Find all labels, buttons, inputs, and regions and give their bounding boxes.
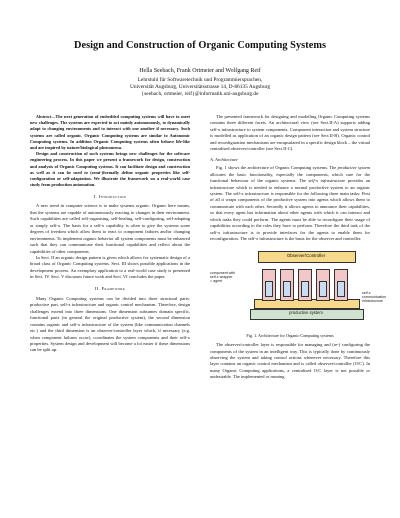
component-core-1 [265, 281, 273, 297]
abstract [30, 114, 190, 151]
section-1-heading: I. Introduction [93, 193, 127, 199]
author-block [40, 68, 360, 98]
observer-controller-label: Observer/Controller [286, 252, 326, 258]
paper-title: Design and Construction of Organic Computing Systems [73, 40, 327, 51]
intro-paragraph-1: A new trend in computer science is to make systems organic. Organic here means, that the systems are capable of autonomously reacting to changes in their environment. Such capabilities are called self-organising, self-healing, self-configuring, self-adapting or simply self-x. The basis for a self-x capability is often to give the systems some degrees of freedom which allow them to react to component failures and/or changing environments. To implement organic behavior all system components must be enhanced such that they can communicate their functional capabilities and reflect about the capabilities of other components. [30, 203, 190, 254]
figure-1-architecture [210, 247, 387, 331]
left-column [30, 114, 190, 354]
framework-paragraph-1: Many Organic Computing systems can be divided into three structural parts: productive part, self-x infrastructure and organic control mechanism. Therefore, design challenges extend into three dimensions. One dimension subsumes domain specific, functional parts (in general the original productive system), the second dimension contains organic and self-x infrastructure of the system (like communication channels etc.) and the third dimension is an observer/controller layer which, if necessary (e.g. when component failures occur), coordinates the system components and their self-x properties. System design and development will become a lot easier if these dimensions can be split up. [30, 295, 190, 353]
architecture-paragraph: Fig. 1 shows the architecture of Organic Computing systems. The productive system allocates the basic functionality, especially the components, which care for the functional behaviour of the organic systems. The self-x infrastructure provides an infrastructure which is needed to enhance a normal productive system to an organic system. The self-x infrastructure is responsible for the following three main tasks: First of all it wraps components of the productive system into agents which allows them to communicate with each other. Secondly it allows agents to announce their capabilities, so that every agent has information about other agents with which it can interact and which tasks they could perform. The agents must be able to reconfigure their usage of capabilities according to the roles they have to perform. Therefore the third task of the self-x infrastructure is to provide interfaces for the agents to enable them for reconfiguration. The self-x infrastructure is the basis for the observer and controller. [210, 165, 370, 242]
subsection-a-heading: A. Architecture [210, 156, 238, 162]
component-core-4 [319, 281, 327, 297]
component-core-2 [283, 281, 291, 297]
observer-controller-paragraph: The observer/controller layer is responsible for managing and (re-) configuring the components of the system in an intelligent way. This is typically done by continuously observing the system and taking control actions whenever necessary. Therefore this layer contains an organic control mechanism and is called observer/controller (O/C). In many Organic Computing applications, a centralised O/C layer is not possible or undesirable. The implemented or running [210, 342, 370, 380]
author-names: Hella Seebach, Frank Ortmeier and Wolfgang Reif [139, 68, 261, 74]
right-column [210, 114, 387, 381]
abstract-body: The next generation of embedded computing systems will have to meet new challenges. The systems are expected to act mainly autonomously, to dynamically adapt to changing environments and to interact with one another if necessary. Such systems are called organic. Organic Computing systems are similar to Autonomic Computing systems. In addition Organic Computing systems often behave life-like and are inspired by nature/biological phenomena. [30, 114, 190, 151]
abstract-body-2: Design and construction of such systems brings new challenges for the software engineering process. In this paper we present a framework for design, construction and analysis of Organic Computing systems. It can facilitate design and construction as well as it can be used to (semi-)formally define organic properties like self-configuration or self-adaptation. We illustrate the framework on a real-world case study from production automation. [30, 151, 190, 188]
component-core-5 [337, 281, 345, 297]
figure-1-caption: Fig. 1. Architecture for Organic Computing systems [246, 332, 334, 338]
section-2-heading: II. Framework [94, 286, 126, 292]
address: Universität Augsburg, Universitätsstrasse 14, D-86135 Augsburg [129, 83, 271, 90]
term-selfx-infrastructure: self-x infrastructure [308, 178, 346, 184]
productive-system-label: productive system [289, 309, 323, 315]
emails: {seebach, ortmeier, reif}@informatik.uni-augsburg.de [141, 91, 259, 98]
intro-paragraph-2: In Sect. II an organic design pattern is given which allows for systematic design of a broad class of Organic Computing systems. Sect. III shows possible applications in the development process. An exemplary application to a real-world case study is presented in Sect. IV. Sect. V discusses future work and Sect. VI concludes the paper. [30, 255, 190, 280]
component-core-3 [301, 281, 309, 297]
framework-paragraph-2: The presented framework for designing and modelling Organic Computing systems contains three different facets. An architectural view (see Sect.II-A) supports adding self-x infrastructure to system components. Component interaction and system structure is modelled as application of an organic design pattern (see Sect.II-B). Organic control and reconfiguration mechanisms are encapsulated in a specific design block – the virtual centralised observer/controller (see Sect.II-C). [210, 114, 370, 152]
component-wrapper-label: component with self-x wrapper = agent [210, 270, 236, 284]
affiliation: Lehrstuhl für Softwaretechnik und Programmiersprachen, [137, 76, 263, 83]
term-productive-system: productive system [337, 165, 370, 171]
selfx-infrastructure-label: self-x communication infrastructure [362, 290, 387, 304]
abstract-lead: Abstract— [36, 114, 56, 119]
